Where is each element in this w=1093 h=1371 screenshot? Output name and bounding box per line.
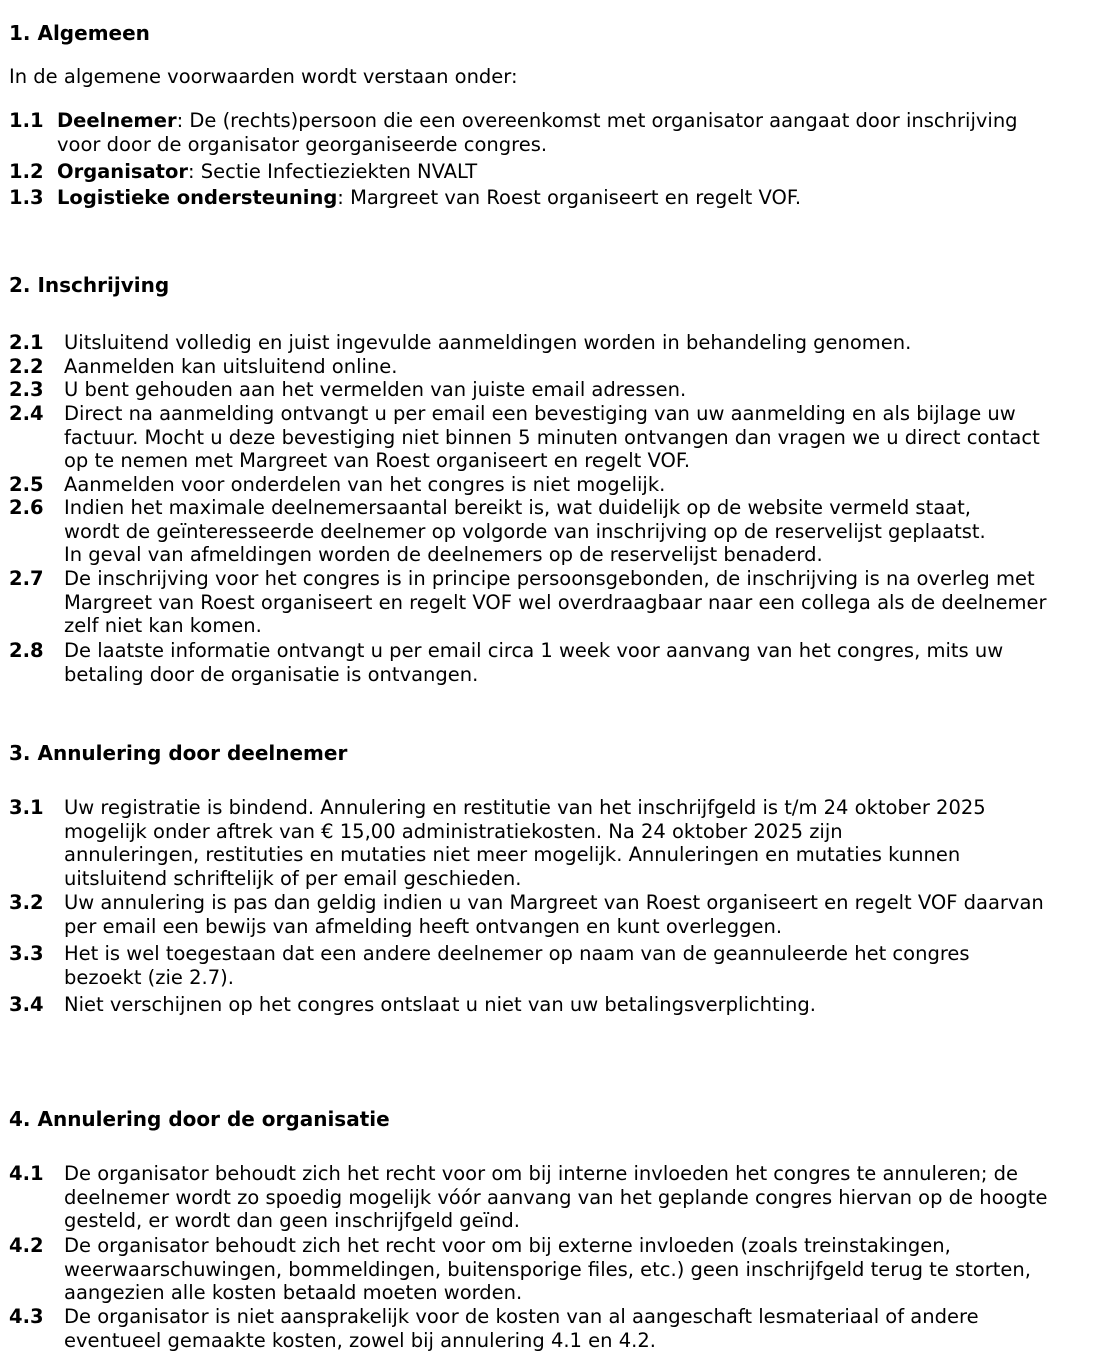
clause-text xyxy=(64,378,1073,402)
definition-text: : Sectie Infectieziekten NVALT xyxy=(187,160,478,183)
clause-2-8 xyxy=(9,639,1073,686)
clause-text xyxy=(64,796,1073,890)
clause-number: 2.6 xyxy=(9,496,44,519)
definition-text: : Margreet van Roest organiseert en regelt VOF. xyxy=(337,186,802,209)
clause-2-7 xyxy=(9,567,1073,638)
clause-line: Aanmelden voor onderdelen van het congres is niet mogelijk. xyxy=(64,473,666,496)
clause-text xyxy=(64,567,1073,638)
clause-3-3 xyxy=(9,942,1073,989)
clause-number: 3.4 xyxy=(9,993,44,1016)
clause-number: 2.4 xyxy=(9,402,44,425)
clause-4-2 xyxy=(9,1234,1073,1305)
clause-line: Direct na aanmelding ontvangt u per email een bevestiging van uw aanmelding en als bijlage uw xyxy=(64,402,1016,425)
clause-text xyxy=(64,639,1073,686)
clause-line: Het is wel toegestaan dat een andere deelnemer op naam van de geannuleerde het congres xyxy=(64,942,970,965)
clause-text xyxy=(64,473,1073,497)
clause-1-2 xyxy=(9,160,1073,184)
clause-line: factuur. Mocht u deze bevestiging niet binnen 5 minuten ontvangen dan vragen we u direct contact xyxy=(64,425,1040,449)
defined-term: Organisator xyxy=(57,160,188,183)
clause-line: De organisator is niet aansprakelijk voor de kosten van al aangeschaft lesmateriaal of andere xyxy=(64,1305,979,1328)
clause-line: In geval van afmeldingen worden de deelnemers op de reservelijst benaderd. xyxy=(64,543,823,567)
clause-text xyxy=(57,160,1073,184)
clause-line: aangezien alle kosten betaald moeten worden. xyxy=(64,1281,523,1305)
clause-line: weerwaarschuwingen, bommeldingen, buitensporige files, etc.) geen inschrijfgeld terug te storten, xyxy=(64,1257,1031,1281)
clause-number: 2.3 xyxy=(9,378,44,401)
clause-line: gesteld, er wordt dan geen inschrijfgeld geïnd. xyxy=(64,1209,521,1233)
clause-line: Uw registratie is bindend. Annulering en restitutie van het inschrijfgeld is t/m 24 oktober 2025 xyxy=(64,796,986,819)
clause-line: Aanmelden kan uitsluitend online. xyxy=(64,355,398,378)
clause-number: 1.2 xyxy=(9,160,44,183)
clause-number: 4.1 xyxy=(9,1162,44,1185)
clause-number: 4.2 xyxy=(9,1234,44,1257)
clause-line xyxy=(57,160,1073,184)
clause-line: uitsluitend schriftelijk of per email geschieden. xyxy=(64,866,522,890)
clause-line: op te nemen met Margreet van Roest organiseert en regelt VOF. xyxy=(64,449,691,473)
clause-number: 1.1 xyxy=(9,109,44,132)
clause-line: Uw annulering is pas dan geldig indien u van Margreet van Roest organiseert en regelt VOF daarvan xyxy=(64,891,1044,914)
clause-text xyxy=(64,993,1073,1017)
clause-3-2 xyxy=(9,891,1073,938)
clause-number: 2.5 xyxy=(9,473,44,496)
section-heading-algemeen: 1. Algemeen xyxy=(9,21,150,45)
clause-line: bezoekt (zie 2.7). xyxy=(64,965,234,989)
clause-text xyxy=(64,1162,1073,1233)
clause-number: 2.2 xyxy=(9,355,44,378)
clause-line: Margreet van Roest organiseert en regelt VOF wel overdraagbaar naar een collega als de deelnemer xyxy=(64,590,1047,614)
clause-line: Indien het maximale deelnemersaantal bereikt is, wat duidelijk op de website vermeld staat, xyxy=(64,496,971,519)
section-intro: In de algemene voorwaarden wordt verstaan onder: xyxy=(9,65,518,88)
clause-number: 2.8 xyxy=(9,639,44,662)
definition-text: : De (rechts)persoon die een overeenkomst met organisator aangaat door inschrijving xyxy=(176,109,1018,132)
defined-term: Deelnemer xyxy=(57,109,177,132)
clause-line: U bent gehouden aan het vermelden van juiste email adressen. xyxy=(64,378,687,401)
clause-line xyxy=(57,186,1073,210)
clause-3-1 xyxy=(9,796,1073,890)
clause-2-1 xyxy=(9,331,1073,355)
clause-line: deelnemer wordt zo spoedig mogelijk vóór aanvang van het geplande congres hiervan op de hoogte xyxy=(64,1185,1048,1209)
clause-line: zelf niet kan komen. xyxy=(64,614,262,638)
clause-number: 4.3 xyxy=(9,1305,44,1328)
clause-text xyxy=(57,186,1073,210)
clause-1-3 xyxy=(9,186,1073,210)
clause-number: 1.3 xyxy=(9,186,44,209)
clause-text xyxy=(64,891,1073,938)
clause-line: wordt de geïnteresseerde deelnemer op volgorde van inschrijving op de reservelijst geplaatst. xyxy=(64,519,986,543)
clause-number: 3.1 xyxy=(9,796,44,819)
clause-4-3 xyxy=(9,1305,1073,1352)
clause-line: eventueel gemaakte kosten, zowel bij annulering 4.1 en 4.2. xyxy=(64,1328,656,1352)
clause-text xyxy=(64,496,1073,567)
clause-line: De inschrijving voor het congres is in principe persoonsgebonden, de inschrijving is na overleg met xyxy=(64,567,1035,590)
clause-line: Niet verschijnen op het congres ontslaat u niet van uw betalingsverplichting. xyxy=(64,993,816,1016)
clause-text xyxy=(57,109,1073,156)
clause-number: 3.2 xyxy=(9,891,44,914)
clause-number: 2.1 xyxy=(9,331,44,354)
clause-number: 2.7 xyxy=(9,567,44,590)
clause-line: betaling door de organisatie is ontvangen. xyxy=(64,662,479,686)
clause-text xyxy=(64,1234,1073,1305)
clause-line xyxy=(57,109,1073,133)
clause-2-6 xyxy=(9,496,1073,567)
clause-text xyxy=(64,942,1073,989)
section-heading-annulering-organisatie: 4. Annulering door de organisatie xyxy=(9,1107,390,1131)
clause-line: annuleringen, restituties en mutaties niet meer mogelijk. Annuleringen en mutaties kunnen xyxy=(64,843,961,867)
clause-text xyxy=(64,331,1073,355)
clause-4-1 xyxy=(9,1162,1073,1233)
clause-line: per email een bewijs van afmelding heeft ontvangen en kunt overleggen. xyxy=(64,914,783,938)
clause-text xyxy=(64,355,1073,379)
clause-line: Uitsluitend volledig en juist ingevulde aanmeldingen worden in behandeling genomen. xyxy=(64,331,912,354)
clause-2-2 xyxy=(9,355,1073,379)
defined-term: Logistieke ondersteuning xyxy=(57,186,338,209)
clause-2-5 xyxy=(9,473,1073,497)
clause-2-3 xyxy=(9,378,1073,402)
clause-1-1 xyxy=(9,109,1073,156)
section-heading-annulering-deelnemer: 3. Annulering door deelnemer xyxy=(9,741,348,765)
clause-text xyxy=(64,402,1073,473)
clause-text xyxy=(64,1305,1073,1352)
clause-line: De organisator behoudt zich het recht voor om bij interne invloeden het congres te annuleren; de xyxy=(64,1162,1019,1185)
clause-2-4 xyxy=(9,402,1073,473)
clause-3-4 xyxy=(9,993,1073,1017)
clause-line: De organisator behoudt zich het recht voor om bij externe invloeden (zoals treinstakingen, xyxy=(64,1234,951,1257)
clause-line: mogelijk onder aftrek van € 15,00 administratiekosten. Na 24 oktober 2025 zijn xyxy=(64,819,843,843)
section-heading-inschrijving: 2. Inschrijving xyxy=(9,273,170,297)
clause-line: voor door de organisator georganiseerde congres. xyxy=(57,132,548,156)
clause-number: 3.3 xyxy=(9,942,44,965)
clause-line: De laatste informatie ontvangt u per email circa 1 week voor aanvang van het congres, mits uw xyxy=(64,639,1004,662)
